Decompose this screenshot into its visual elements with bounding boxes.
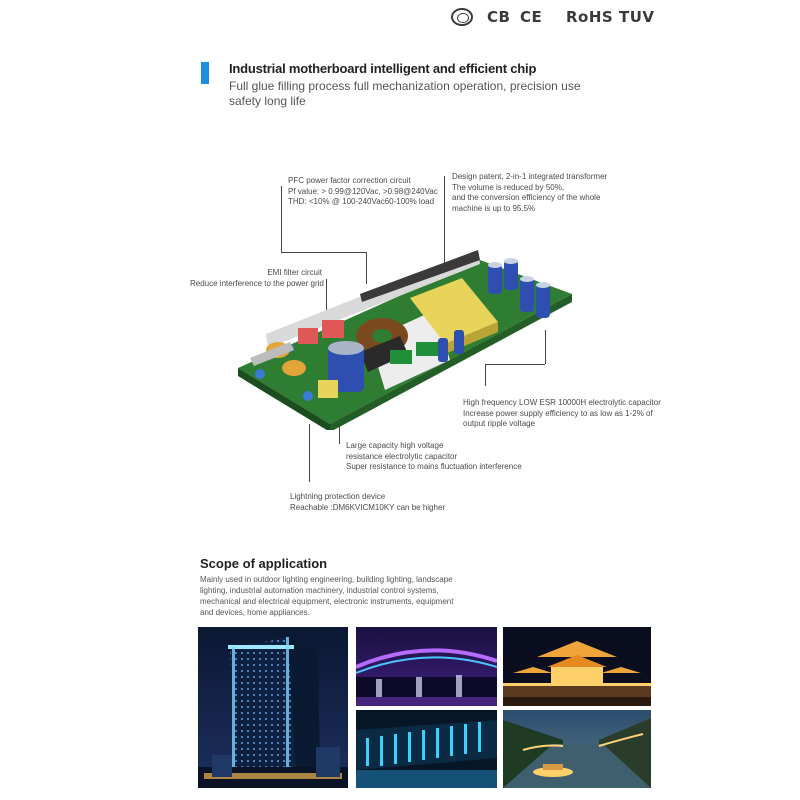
ccc-icon xyxy=(451,8,473,26)
low-esr-annotation: High frequency LOW ESR 10000H electrolytic capacitor Increase power supply efficiency to as low as 1-2% of output ripple voltage xyxy=(463,398,661,428)
cb-mark: CB xyxy=(487,8,511,26)
rohs-mark: RoHS xyxy=(566,8,614,26)
large-capacitor-annotation: Large capacity high voltage resistance electrolytic capacitor Super resistance to mains fluctuation interference xyxy=(346,441,522,471)
emi-annotation: EMI filter circuit Reduce interference to the power grid xyxy=(190,268,324,288)
lightning-leader-line xyxy=(309,424,310,482)
tuv-mark: TUV xyxy=(619,8,655,26)
scope-title: Scope of application xyxy=(200,556,328,571)
headline-subtitle: Full glue filling process full mechanization operation, precision use safety long life xyxy=(229,79,581,108)
accent-bar xyxy=(201,62,209,84)
power-supply-board-illustration xyxy=(230,250,580,430)
transformer-annotation: Design patent, 2-in-1 integrated transformer The volume is reduced by 50%, and the conversion efficiency of the whole machine is up to 95.5% xyxy=(452,172,608,213)
scope-description: Mainly used in outdoor lighting engineering, building lighting, landscape lighting, industrial automation machinery, industrial control systems, mechanical and electrical equipment, electronic instruments, equipment and devices, home appliances. xyxy=(200,575,454,617)
canal-boat-lighting-photo xyxy=(503,710,651,788)
pfc-leader-line xyxy=(281,186,282,252)
water-wall-lighting-photo xyxy=(356,710,497,788)
pavilion-night-lighting-photo xyxy=(503,627,651,706)
headline-title: Industrial motherboard intelligent and efficient chip xyxy=(229,61,537,76)
building-night-lighting-photo xyxy=(198,627,348,788)
ce-mark: CE xyxy=(520,8,543,26)
bridge-led-lighting-photo xyxy=(356,627,497,706)
pfc-annotation: PFC power factor correction circuit Pf value: > 0.99@120Vac, >0.98@240Vac THD: <10% @ 100-240Vac60-100% load xyxy=(288,176,438,206)
lightning-annotation: Lightning protection device Reachable :DM6KVICM10KY can be higher xyxy=(290,492,446,512)
